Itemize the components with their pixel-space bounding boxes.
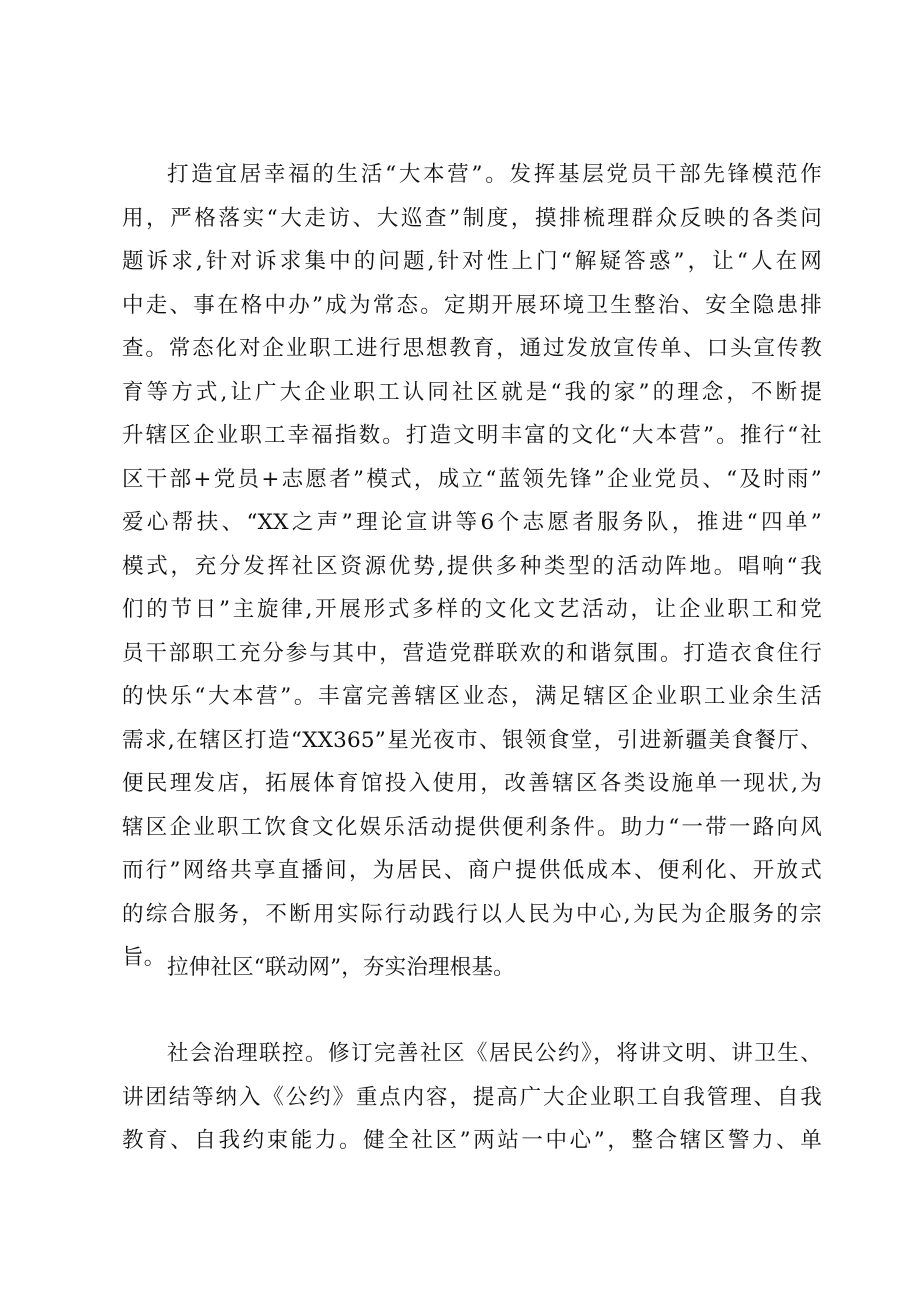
paragraph-line: 用，严格落实“大走访、大巡查”制度，摸排梳理群众反映的各类问 [122,205,822,231]
paragraph-line: 社会治理联控。修订完善社区《居民公约》，将讲文明、讲卫生、 [167,1041,822,1066]
paragraph-line: 打造宜居幸福的生活“大本营”。发挥基层党员干部先锋模范作 [167,162,822,187]
paragraph-line: 讲团结等纳入《公约》重点内容，提高广大企业职工自我管理、自我 [122,1084,822,1110]
paragraph-line: 们的节日”主旋律,开展形式多样的文化文艺活动，让企业职工和党 [122,597,822,622]
paragraph-line: 辖区企业职工饮食文化娱乐活动提供便利条件。助力“一带一路向风 [122,814,822,840]
paragraph-living-base [122,153,822,980]
paragraph-line: 题诉求,针对诉求集中的问题,针对性上门“解疑答惑”，让“人在网 [122,249,822,274]
paragraph-line: 而行”网络共享直播间，为居民、商户提供低成本、便利化、开放式 [122,858,822,883]
section-heading-linkage-network [122,946,822,990]
paragraph-line: 爱心帮扶、“XX之声”理论宣讲等6个志愿者服务队，推进“四单” [122,510,822,535]
paragraph-line: 中走、事在格中办”成为常态。定期开展环境卫生整治、安全隐患排 [122,292,822,318]
paragraph-line: 育等方式,让广大企业职工认同社区就是“我的家”的理念，不断提 [122,379,822,405]
paragraph-line: 需求,在辖区打造“XX365”星光夜市、银领食堂，引进新疆美食餐厅、 [122,727,822,753]
section-heading-line: 拉伸社区“联动网”，夯实治理根基。 [167,955,515,980]
paragraph-line: 查。常态化对企业职工进行思想教育，通过发放宣传单、口头宣传教 [122,336,822,361]
paragraph-line: 升辖区企业职工幸福指数。打造文明丰富的文化“大本营”。推行“社 [122,423,822,448]
paragraph-line: 区干部+党员+志愿者”模式，成立“蓝领先锋”企业党员、“及时雨” [122,466,822,492]
paragraph-social-governance [122,1032,822,1163]
paragraph-line: 教育、自我约束能力。健全社区”两站一中心”，整合辖区警力、单 [122,1128,822,1153]
paragraph-line: 的综合服务，不断用实际行动践行以人民为中心,为民为企服务的宗 [122,901,822,927]
paragraph-line: 模式，充分发挥社区资源优势,提供多种类型的活动阵地。唱响“我 [122,553,822,579]
paragraph-line: 便民理发店，拓展体育馆投入使用，改善辖区各类设施单一现状,为 [122,771,822,796]
paragraph-line: 的快乐“大本营”。丰富完善辖区业态，满足辖区企业职工业余生活 [122,684,822,709]
paragraph-line: 旨。 [122,945,166,970]
paragraph-line: 员干部职工充分参与其中，营造党群联欢的和谐氛围。打造衣食住行 [122,640,822,666]
